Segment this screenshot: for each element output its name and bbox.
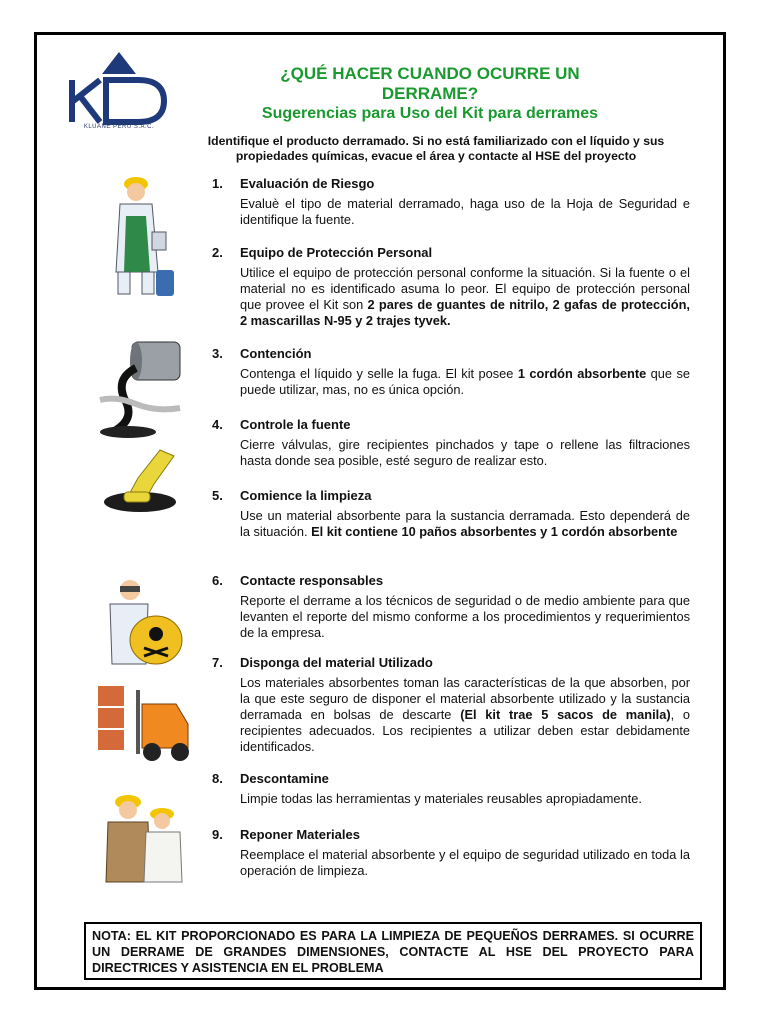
step-title: Descontamine <box>240 771 329 786</box>
step-number: 7. <box>212 655 223 670</box>
step-title: Equipo de Protección Personal <box>240 245 433 260</box>
inspectors-illustration <box>96 788 188 884</box>
step-title: Comience la limpieza <box>240 488 372 503</box>
step-title: Disponga del material Utilizado <box>240 655 433 670</box>
step-text: Reemplace el material absorbente y el equipo de seguridad utilizado en toda la operación de limpieza. <box>240 847 690 878</box>
page-title <box>230 64 630 124</box>
step-number: 1. <box>212 176 223 191</box>
step-number: 9. <box>212 827 223 842</box>
step-number: 2. <box>212 245 223 260</box>
hazard-bag-illustration <box>96 574 188 668</box>
worker-ppe-illustration <box>98 172 182 304</box>
warning-note: NOTA: EL KIT PROPORCIONADO ES PARA LA LIMPIEZA DE PEQUEÑOS DERRAMES. SI OCURRE UN DERRAME DE GRANDES DIMENSIONES, CONTACTE AL HSE DEL PROYECTO PARA DIRECTRICES Y ASISTENCIA EN EL PROBLEMA <box>84 922 702 980</box>
step-title: Evaluación de Riesgo <box>240 176 375 191</box>
step-7 <box>212 655 690 755</box>
step-2 <box>212 245 690 329</box>
step-title: Contención <box>240 346 312 361</box>
step-text: Cierre válvulas, gire recipientes pinchados y tape o rellene las filtraciones hasta donde sea posible, esté seguro de realizar esto. <box>240 437 690 468</box>
step-text: Evaluè el tipo de material derramado, haga uso de la Hoja de Seguridad e identifique la fuente. <box>240 196 690 227</box>
step-bold-text: (El kit trae 5 sacos de manila) <box>460 707 671 722</box>
step-text: Contenga el líquido y selle la fuga. El kit posee 1 cordón absorbente que se puede utilizar, mas, no es única opción. <box>240 366 691 397</box>
step-number: 3. <box>212 346 223 361</box>
forklift-illustration <box>96 680 194 764</box>
title-line-2: DERRAME? <box>381 84 479 103</box>
step-text: Reporte el derrame a los técnicos de seguridad o de medio ambiente para que levanten el reporte del mismo conforme a los procedimientos y requerimientos de la empresa. <box>240 593 690 640</box>
step-1 <box>212 176 690 228</box>
title-line-1: ¿QUÉ HACER CUANDO OCURRE UN <box>280 64 580 83</box>
barrel-spill-illustration <box>96 338 186 438</box>
step-text: Utilice el equipo de protección personal conforme la situación. Si la fuente o el material no es identificado asuma lo peor. El equipo de protección personal que provee el Kit son 2 pares de guantes de nitrilo, 2 gafas de protección, 2 mascarillas N-95 y 2 trajes tyvek. <box>240 265 690 328</box>
step-bold-text: El kit contiene 10 paños absorbentes y 1 cordón absorbente <box>311 524 678 539</box>
step-title: Contacte responsables <box>240 573 384 588</box>
step-5 <box>212 488 690 540</box>
step-title: Reponer Materiales <box>240 827 360 842</box>
step-number: 5. <box>212 488 223 503</box>
step-8 <box>212 771 690 807</box>
step-bold-text: 1 cordón absorbente <box>517 366 647 381</box>
page-subtitle: Sugerencias para Uso del Kit para derrames <box>261 105 599 122</box>
step-title: Controle la fuente <box>240 417 351 432</box>
step-4 <box>212 417 690 469</box>
step-3 <box>212 346 690 398</box>
step-number: 4. <box>212 417 223 432</box>
step-6 <box>212 573 690 641</box>
step-text: Use un material absorbente para la sustancia derramada. Esto dependerá de la situación. El kit contiene 10 paños absorbentes y 1 cordón absorbente <box>240 508 690 539</box>
logo-caption: KLUANE PERÚ S.A.C. <box>83 124 155 130</box>
step-text: Los materiales absorbentes toman las características de la que absorben, por la que este seguro de disponer el material absorbente utilizado y la sustancia derramada en bolsas de descarte (El kit trae 5 sacos de manila), o recipientes adecuados. Los recipientes a utilizar deben estar debidamente identificados. <box>240 675 691 754</box>
step-text: Limpie todas las herramientas y materiales reusables apropiadamente. <box>240 791 642 806</box>
glove-illustration <box>100 442 184 514</box>
step-number: 6. <box>212 573 223 588</box>
step-bold-text: 2 pares de guantes de nitrilo, 2 gafas de protección, 2 mascarillas N-95 y 2 trajes tyvek. <box>240 297 690 328</box>
step-number: 8. <box>212 771 223 786</box>
step-9 <box>212 827 690 879</box>
intro-text: Identifique el producto derramado. Si no está familiarizado con el líquido y sus propiedades químicas, evacue el área y contacte al HSE del proyecto <box>207 134 665 163</box>
